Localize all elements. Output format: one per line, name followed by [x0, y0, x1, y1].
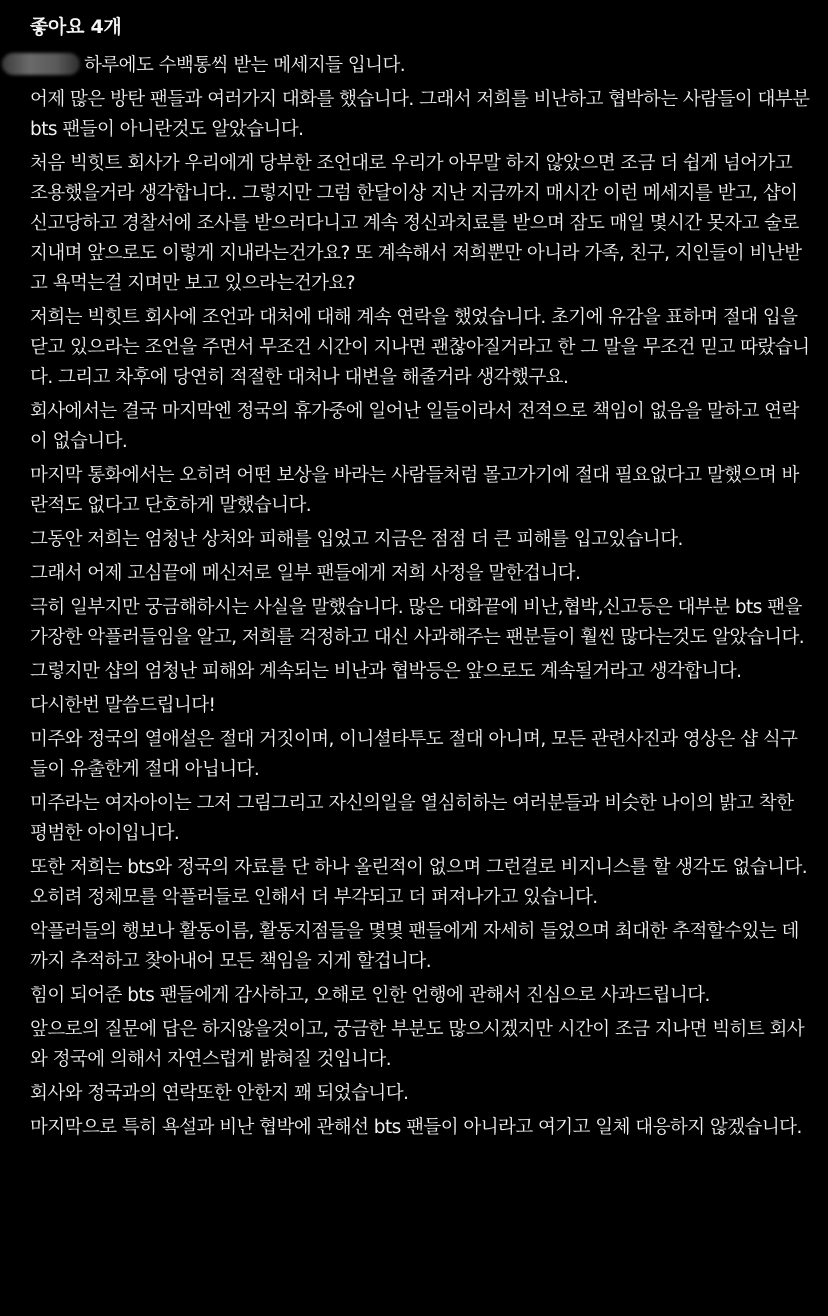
- caption-paragraph: 악플러들의 행보나 활동이름, 활동지점들을 몇몇 팬들에게 자세히 들었으며 최대한 추적할수있는 데까지 추적하고 찾아내어 모든 책임을 지게 할겁니다.: [30, 921, 799, 972]
- caption-paragraph: 그렇지만 샵의 엄청난 피해와 계속되는 비난과 협박등은 앞으로도 계속될거라고 생각합니다.: [30, 661, 742, 682]
- caption-paragraph: 저희는 빅힛트 회사에 조언과 대처에 대해 계속 연락을 했었습니다. 초기에 유감을 표하며 절대 입을 닫고 있으라는 조언을 주면서 무조건 시간이 지나면 괜찮아질거라고 한 그 말을 무조건 믿고 따랐습니다. 그리고 차후에 당연히 적절한 대처나 대변을 해줄거라 생각했구요.: [30, 307, 810, 388]
- caption-paragraph: 처음 빅힛트 회사가 우리에게 당부한 조언대로 우리가 아무말 하지 않았으면 조금 더 쉽게 넘어가고 조용했을거라 생각합니다.. 그렇지만 그럼 한달이상 지난 지금까지 매시간 이런 메세지를 받고, 샵이 신고당하고 경찰서에 조사를 받으러다니고 계속 정신과치료를 받으며 잠도 매일 몇시간 못자고 술로 지내며 앞으로도 이렇게 지내라는건가요? 또 계속해서 저희뿐만 아니라 가족, 친구, 지인들이 비난받고 욕먹는걸 지며만 보고 있으라는건가요?: [30, 153, 802, 294]
- caption-paragraph: 앞으로의 질문에 답은 하지않을것이고, 궁금한 부분도 많으시겠지만 시간이 조금 지나면 빅히트 회사와 정국에 의해서 자연스럽게 밝혀질 것입니다.: [30, 1019, 805, 1070]
- redacted-username-blur[interactable]: [2, 53, 80, 75]
- caption-paragraph: 미주와 정국의 열애설은 절대 거짓이며, 이니셜타투도 절대 아니며, 모든 관련사진과 영상은 샵 식구들이 유출한게 절대 아닙니다.: [30, 729, 798, 780]
- likes-count[interactable]: 좋아요 4개: [30, 16, 122, 38]
- caption-paragraph: 미주라는 여자아이는 그저 그림그리고 자신의일을 열심히하는 여러분들과 비슷한 나이의 밝고 착한 평범한 아이입니다.: [30, 793, 794, 844]
- caption-paragraph: 어제 많은 방탄 팬들과 여러가지 대화를 했습니다. 그래서 저희를 비난하고 협박하는 사람들이 대부분 bts 팬들이 아니란것도 알았습니다.: [30, 89, 810, 140]
- post-caption: [30, 51, 814, 1143]
- caption-paragraph: 다시한번 말씀드립니다!: [30, 695, 216, 716]
- caption-text: 하루에도 수백통씩 받는 메세지들 입니다.: [84, 55, 406, 76]
- caption-paragraph: 극히 일부지만 궁금해하시는 사실을 말했습니다. 많은 대화끝에 비난,협박,신고등은 대부분 bts 팬을 가장한 악플러들임을 알고, 저희를 걱정하고 대신 사과해주는 팬분들이 훨씬 많다는것도 알았습니다.: [30, 597, 805, 648]
- caption-paragraph: 그래서 어제 고심끝에 메신저로 일부 팬들에게 저희 사정을 말한겁니다.: [30, 563, 581, 584]
- caption-paragraph: 회사와 정국과의 연락또한 안한지 꽤 되었습니다.: [30, 1083, 409, 1104]
- caption-paragraph: 마지막으로 특히 욕설과 비난 협박에 관해선 bts 팬들이 아니라고 여기고 일체 대응하지 않겠습니다.: [30, 1117, 802, 1138]
- caption-paragraph: 또한 저희는 bts와 정국의 자료를 단 하나 올린적이 없으며 그런걸로 비지니스를 할 생각도 없습니다. 오히려 정체모를 악플러들로 인해서 더 부각되고 더 퍼져나가고 있습니다.: [30, 857, 808, 908]
- caption-paragraph: [30, 51, 814, 81]
- caption-paragraph: 마지막 통화에서는 오히려 어떤 보상을 바라는 사람들처럼 몰고가기에 절대 필요없다고 말했으며 바란적도 없다고 단호하게 말했습니다.: [30, 465, 799, 516]
- caption-paragraph: 힘이 되어준 bts 팬들에게 감사하고, 오해로 인한 언행에 관해서 진심으로 사과드립니다.: [30, 985, 710, 1006]
- caption-paragraph: 회사에서는 결국 마지막엔 정국의 휴가중에 일어난 일들이라서 전적으로 책임이 없음을 말하고 연락이 없습니다.: [30, 401, 799, 452]
- caption-paragraph: 그동안 저희는 엄청난 상처와 피해를 입었고 지금은 점점 더 큰 피해를 입고있습니다.: [30, 529, 683, 550]
